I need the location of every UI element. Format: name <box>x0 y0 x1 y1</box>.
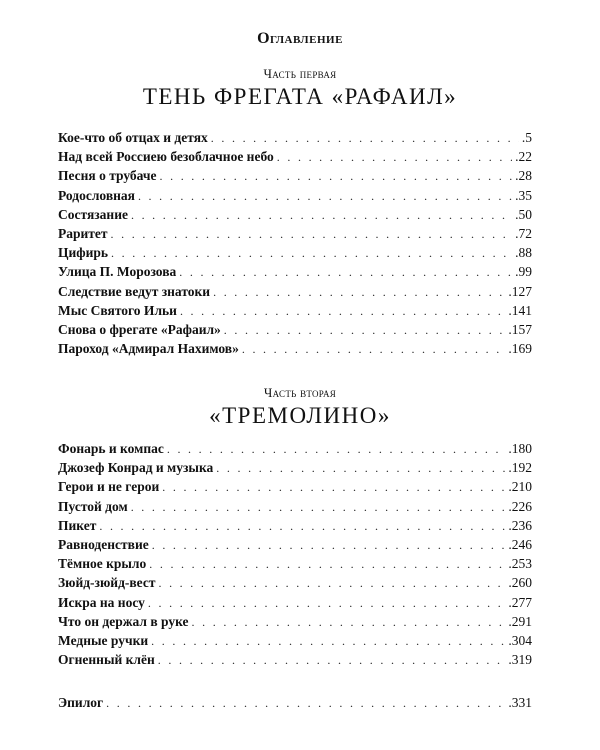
dot-leader <box>179 263 512 282</box>
dot-leader <box>148 594 505 613</box>
toc-entry-title: Раритет <box>58 225 108 241</box>
dot-leader <box>180 302 505 321</box>
toc-entry-page: .319 <box>508 652 532 668</box>
toc-entry[interactable] <box>58 320 532 339</box>
toc-entry-title: Тёмное крыло <box>58 556 147 572</box>
toc-entry-title: Следствие ведут знатоки <box>58 283 211 299</box>
dot-leader <box>131 206 512 225</box>
dot-leader <box>216 459 505 478</box>
toc-entry[interactable] <box>58 593 532 612</box>
toc-entry[interactable] <box>58 535 532 554</box>
dot-leader <box>149 555 505 574</box>
toc-entry-title: Пустой дом <box>58 498 128 514</box>
dot-leader <box>111 225 513 244</box>
part2-title: «ТРЕМОЛИНО» <box>209 403 391 428</box>
dot-leader <box>160 167 513 186</box>
toc-entry-title: Цифирь <box>58 245 109 261</box>
part1-title: ТЕНЬ ФРЕГАТА «РАФАИЛ» <box>142 84 458 109</box>
toc-entry-page: .88 <box>515 245 532 261</box>
part1-toc-list <box>58 128 532 358</box>
toc-entry-page: .226 <box>508 498 532 514</box>
toc-entry-title: Фонарь и компас <box>58 441 164 456</box>
toc-entry[interactable] <box>58 339 532 358</box>
toc-entry[interactable] <box>58 166 532 185</box>
toc-entry-title: Пароход «Адмирал Нахимов» <box>58 341 239 357</box>
toc-entry-page: .246 <box>508 536 532 552</box>
dot-leader <box>152 536 506 555</box>
dot-leader <box>211 129 519 148</box>
toc-entry[interactable] <box>58 224 532 243</box>
toc-entry[interactable] <box>58 243 532 262</box>
toc-entry-page: .28 <box>515 168 532 184</box>
part1-label: Часть первая <box>263 66 337 81</box>
toc-entry[interactable] <box>58 516 532 535</box>
toc-entry-page: .291 <box>508 613 532 629</box>
toc-entry-page: .331 <box>508 695 532 710</box>
toc-entry-title: Мыс Святого Ильи <box>58 302 177 318</box>
toc-entry-title: Снова о фрегате «Рафаил» <box>58 321 221 337</box>
toc-entry[interactable] <box>58 477 532 496</box>
toc-entry-page: .5 <box>521 130 532 145</box>
toc-entry-title: Джозеф Конрад и музыка <box>58 460 214 476</box>
toc-entry-title: Зюйд-зюйд-вест <box>58 575 156 591</box>
toc-entry-title: Эпилог <box>58 695 104 710</box>
toc-entry-page: .192 <box>508 460 532 476</box>
dot-leader <box>111 244 512 263</box>
dot-leader <box>242 340 506 359</box>
toc-entry-page: .180 <box>508 441 532 456</box>
toc-entry-page: .260 <box>508 575 532 591</box>
dot-leader <box>158 574 505 593</box>
toc-entry-title: Огненный клён <box>58 652 155 668</box>
toc-entry-title: Состязание <box>58 206 128 222</box>
toc-entry-page: .253 <box>508 556 532 572</box>
toc-entry[interactable] <box>58 439 532 458</box>
part2-label: Часть вторая <box>263 385 337 400</box>
toc-entry[interactable] <box>58 282 532 301</box>
toc-entry-title: Над всей Россиею безоблачное небо <box>58 149 274 165</box>
toc-entry-page: .236 <box>508 517 532 533</box>
toc-entry-page: .169 <box>508 341 532 357</box>
toc-entry-page: .50 <box>515 206 532 222</box>
dot-leader <box>138 187 512 206</box>
toc-entry-title: Искра на носу <box>58 594 145 610</box>
toc-entry-title: Улица П. Морозова <box>58 264 177 280</box>
dot-leader <box>277 148 512 167</box>
dot-leader <box>106 694 505 713</box>
toc-entry-epilogue[interactable] <box>58 693 532 712</box>
toc-entry-title: Медные ручки <box>58 632 149 648</box>
toc-entry-page: .127 <box>508 283 532 299</box>
dot-leader <box>213 283 505 302</box>
toc-entry-page: .72 <box>515 225 532 241</box>
toc-entry-title: Родословная <box>58 187 135 203</box>
toc-entry[interactable] <box>58 186 532 205</box>
toc-entry-page: .210 <box>508 479 532 495</box>
toc-entry[interactable] <box>58 497 532 516</box>
dot-leader <box>158 651 506 670</box>
toc-entry-page: .22 <box>515 149 532 165</box>
dot-leader <box>99 517 505 536</box>
toc-entry[interactable] <box>58 573 532 592</box>
toc-entry[interactable] <box>58 631 532 650</box>
toc-entry-page: .277 <box>508 594 532 610</box>
dot-leader <box>192 613 506 632</box>
toc-entry-title: Пикет <box>58 517 97 533</box>
toc-entry-page: .141 <box>508 302 532 318</box>
toc-entry[interactable] <box>58 650 532 669</box>
epilogue-toc-list <box>58 693 532 712</box>
toc-entry[interactable] <box>58 262 532 281</box>
toc-entry-title: Герои и не герои <box>58 479 160 495</box>
toc-entry-page: .35 <box>515 187 532 203</box>
toc-entry-title: Песня о трубаче <box>58 168 157 184</box>
toc-entry-page: .157 <box>508 321 532 337</box>
dot-leader <box>167 440 506 459</box>
toc-entry[interactable] <box>58 147 532 166</box>
toc-entry-title: Что он держал в руке <box>58 613 189 629</box>
toc-entry-title: Кое-что об отцах и детях <box>58 130 208 145</box>
dot-leader <box>162 478 505 497</box>
toc-heading: Оглавление <box>257 30 343 47</box>
toc-entry[interactable] <box>58 301 532 320</box>
dot-leader <box>151 632 505 651</box>
toc-entry[interactable] <box>58 128 532 147</box>
part2-toc-list <box>58 439 532 669</box>
toc-entry[interactable] <box>58 612 532 631</box>
dot-leader <box>224 321 506 340</box>
toc-entry-page: .304 <box>508 632 532 648</box>
toc-entry[interactable] <box>58 458 532 477</box>
toc-entry[interactable] <box>58 554 532 573</box>
toc-entry-title: Равноденствие <box>58 536 149 552</box>
toc-entry[interactable] <box>58 205 532 224</box>
toc-entry-page: .99 <box>515 264 532 280</box>
dot-leader <box>131 498 506 517</box>
